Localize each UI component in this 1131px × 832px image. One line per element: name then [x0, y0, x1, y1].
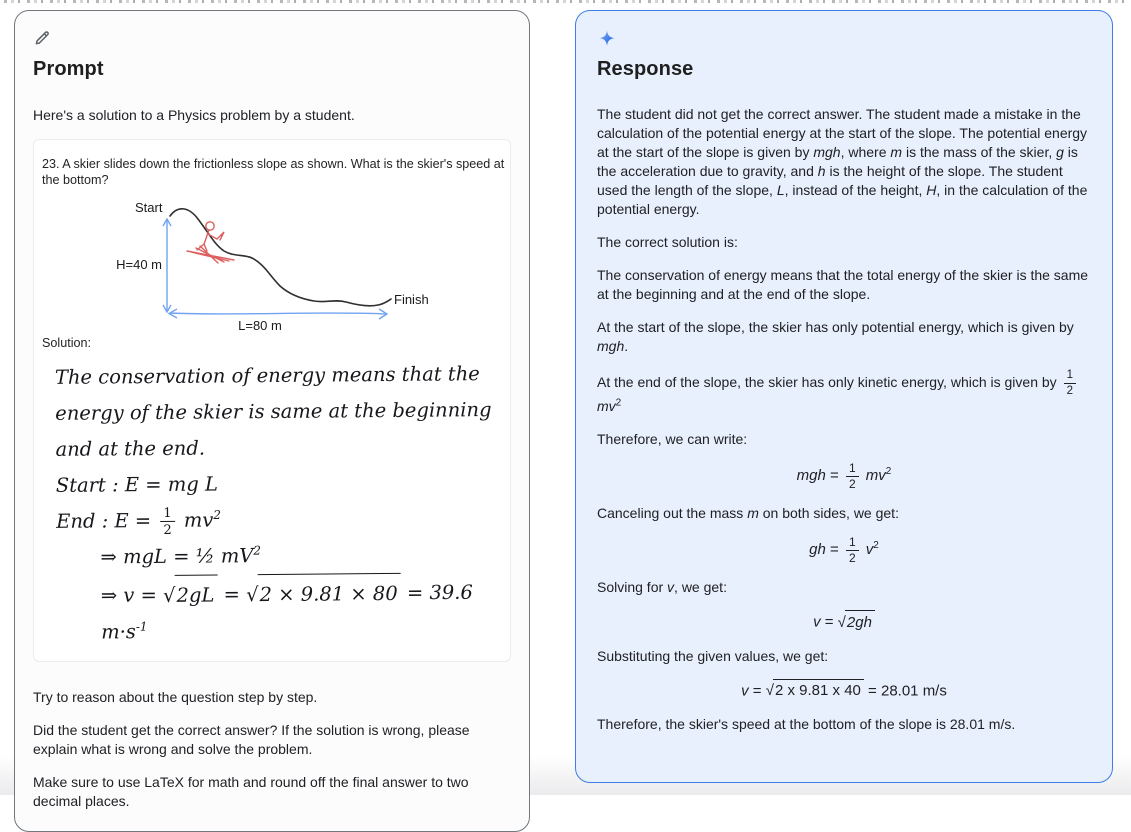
- sparkle-icon: [597, 29, 1091, 49]
- handwriting-line: End : E = $\frac{1}{2}$ $mv^2$: [56, 505, 222, 538]
- response-paragraph: Canceling out the mass m on both sides, we get:: [597, 505, 899, 521]
- two-panel-layout: [0, 3, 1131, 832]
- handwriting-line: ⇒ v = √2gL = √2 × 9.81 × 80 = 39.6 $m\cdot s^{-1}$: [57, 572, 508, 650]
- handwriting-line: The conservation of energy means that the: [54, 362, 480, 389]
- problem-question: 23. A skier slides down the frictionless slope as shown. What is the skier's speed at the bottom?: [42, 157, 505, 187]
- prompt-instruction: Try to reason about the question step by step.: [33, 688, 318, 705]
- response-panel: [575, 10, 1113, 783]
- slope-diagram: [38, 194, 504, 334]
- response-equation: v = √2 x 9.81 x 40 = 28.01 m/s: [597, 679, 1091, 702]
- diagram-length-label: L=80 m: [238, 318, 282, 333]
- response-paragraph: Solving for v, we get:: [597, 579, 727, 595]
- solution-label: Solution:: [42, 336, 92, 350]
- response-paragraph: The conservation of energy means that the total energy of the skier is the same at the beginning and at the end of the slope.: [597, 267, 1089, 302]
- prompt-intro: Here's a solution to a Physics problem by a student.: [33, 107, 355, 123]
- height-arrow: [163, 219, 171, 312]
- response-paragraph: The correct solution is:: [597, 234, 738, 250]
- handwriting-line: and at the end.: [55, 436, 206, 461]
- handwritten-solution: [37, 348, 508, 653]
- response-body: [597, 105, 1091, 734]
- prompt-instruction: Did the student get the correct answer? If the solution is wrong, please explain what is wrong and solve the problem.: [33, 721, 470, 757]
- slope-curve: [170, 209, 391, 306]
- handwriting-line: ⇒ mgL = ½ $mV^2$: [100, 543, 262, 569]
- handwriting-line: energy of the skier is same at the beginning: [55, 398, 492, 425]
- prompt-title: Prompt: [33, 58, 104, 80]
- response-title: Response: [597, 58, 694, 80]
- pencil-icon: [33, 29, 511, 49]
- response-paragraph: At the start of the slope, the skier has only potential energy, which is given by mgh.: [597, 319, 1074, 354]
- prompt-instruction: Make sure to use LaTeX for math and round off the final answer to two decimal places.: [33, 773, 469, 809]
- response-paragraph: Substituting the given values, we get:: [597, 647, 829, 664]
- cropped-text-artifact: [4, 0, 1127, 3]
- prompt-panel: [14, 10, 530, 832]
- diagram-height-label: H=40 m: [116, 257, 162, 272]
- response-paragraph: Therefore, we can write:: [597, 431, 748, 447]
- skier-sketch: [187, 222, 234, 263]
- diagram-finish-label: Finish: [394, 292, 429, 307]
- response-equation: v = √2gh: [597, 610, 1091, 633]
- handwriting-line: Start : E = mg L: [55, 472, 219, 497]
- problem-image: [33, 139, 511, 662]
- response-equation: gh = $\frac{1}{2}$ $v^2$: [809, 535, 879, 565]
- response-paragraph: The student did not get the correct answer. The student made a mistake in the calculation of the potential energy at the start of the slope. The potential energy at the start of the slope is given by mgh, where m is the mass of the skier, g is the acceleration due to gravity, and h is the height of the slope. The student used the length of the slope, L, instead of the height, H, in the calculation of the potential energy.: [597, 106, 1088, 217]
- response-paragraph: At the end of the slope, the skier has only kinetic energy, which is given by $\frac{1}{2}$ $mv^2$: [597, 370, 1091, 416]
- diagram-start-label: Start: [135, 200, 163, 215]
- response-equation: mgh = $\frac{1}{2}$ $mv^2$: [796, 461, 892, 491]
- response-paragraph: Therefore, the skier's speed at the bottom of the slope is 28.01 m/s.: [597, 716, 1016, 732]
